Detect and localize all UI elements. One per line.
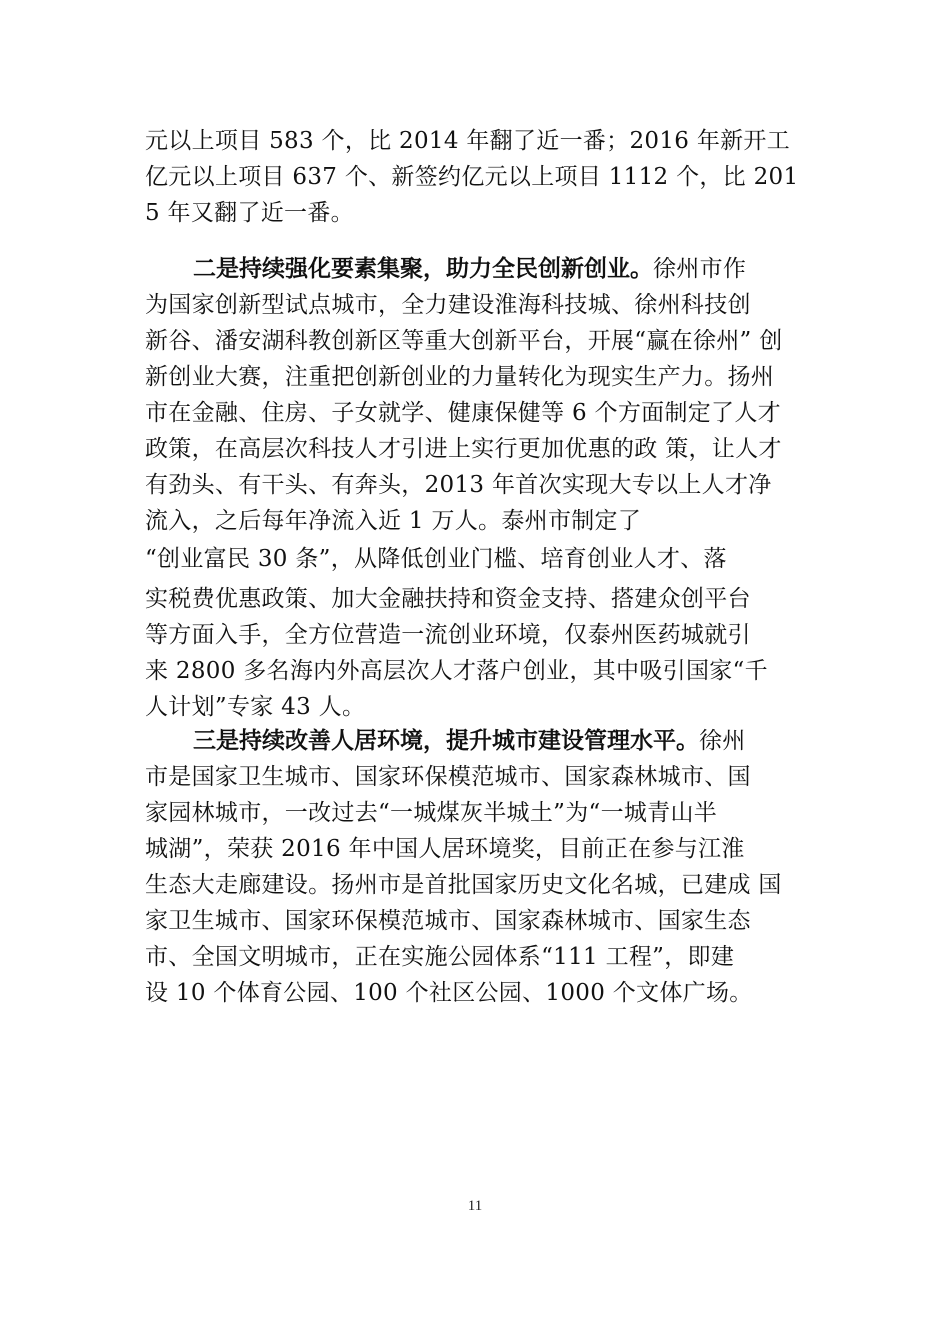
text-line: 政策，在高层次科技人才引进上实行更加优惠的政 策，让人才 <box>145 436 782 462</box>
text-line: 实税费优惠政策、加大金融扶持和资金支持、搭建众创平台 <box>145 586 751 612</box>
text-line: “创业富民 30 条”，从降低创业门槛、培育创业人才、落 <box>145 546 727 572</box>
text-span: 徐州 <box>699 728 746 754</box>
text-line: 流入，之后每年净流入近 1 万人。泰州市制定了 <box>145 508 642 534</box>
text-line: 亿元以上项目 637 个、新签约亿元以上项目 1112 个，比 201 <box>145 164 799 190</box>
text-line: 新创业大赛，注重把创新创业的力量转化为现实生产力。扬州 <box>145 364 775 390</box>
paragraph-first-line <box>193 251 746 287</box>
text-line: 人计划”专家 43 人。 <box>145 694 366 720</box>
text-span: 徐州市作 <box>653 256 747 282</box>
paragraph-heading: 二是持续强化要素集聚，助力全民创新创业。 <box>193 256 653 282</box>
page-number: 11 <box>467 1198 483 1214</box>
text-line: 市是国家卫生城市、国家环保模范城市、国家森林城市、国 <box>145 764 751 790</box>
text-line: 元以上项目 583 个，比 2014 年翻了近一番；2016 年新开工 <box>145 128 791 154</box>
text-line: 5 年又翻了近一番。 <box>145 200 354 226</box>
text-line: 城湖”，荣获 2016 年中国人居环境奖，目前正在参与江淮 <box>145 836 745 862</box>
text-line: 有劲头、有干头、有奔头，2013 年首次实现大专以上人才净 <box>145 472 772 498</box>
text-line: 为国家创新型试点城市，全力建设淮海科技城、徐州科技创 <box>145 292 751 318</box>
text-line: 家卫生城市、国家环保模范城市、国家森林城市、国家生态 <box>145 908 751 934</box>
text-line: 等方面入手，全方位营造一流创业环境，仅泰州医药城就引 <box>145 622 751 648</box>
paragraph-first-line <box>193 723 746 759</box>
text-line: 家园林城市，一改过去“一城煤灰半城土”为“一城青山半 <box>145 800 718 826</box>
paragraph-heading: 三是持续改善人居环境，提升城市建设管理水平。 <box>193 728 699 754</box>
text-line: 来 2800 多名海内外高层次人才落户创业，其中吸引国家“千 <box>145 658 768 684</box>
text-line: 新谷、潘安湖科教创新区等重大创新平台，开展“赢在徐州” 创 <box>145 328 783 354</box>
text-line: 市、全国文明城市，正在实施公园体系“111 工程”，即建 <box>145 944 735 970</box>
text-line: 市在金融、住房、子女就学、健康保健等 6 个方面制定了人才 <box>145 400 781 426</box>
text-line: 设 10 个体育公园、100 个社区公园、1000 个文体广场。 <box>145 980 753 1006</box>
text-line: 生态大走廊建设。扬州市是首批国家历史文化名城，已建成 国 <box>145 872 782 898</box>
